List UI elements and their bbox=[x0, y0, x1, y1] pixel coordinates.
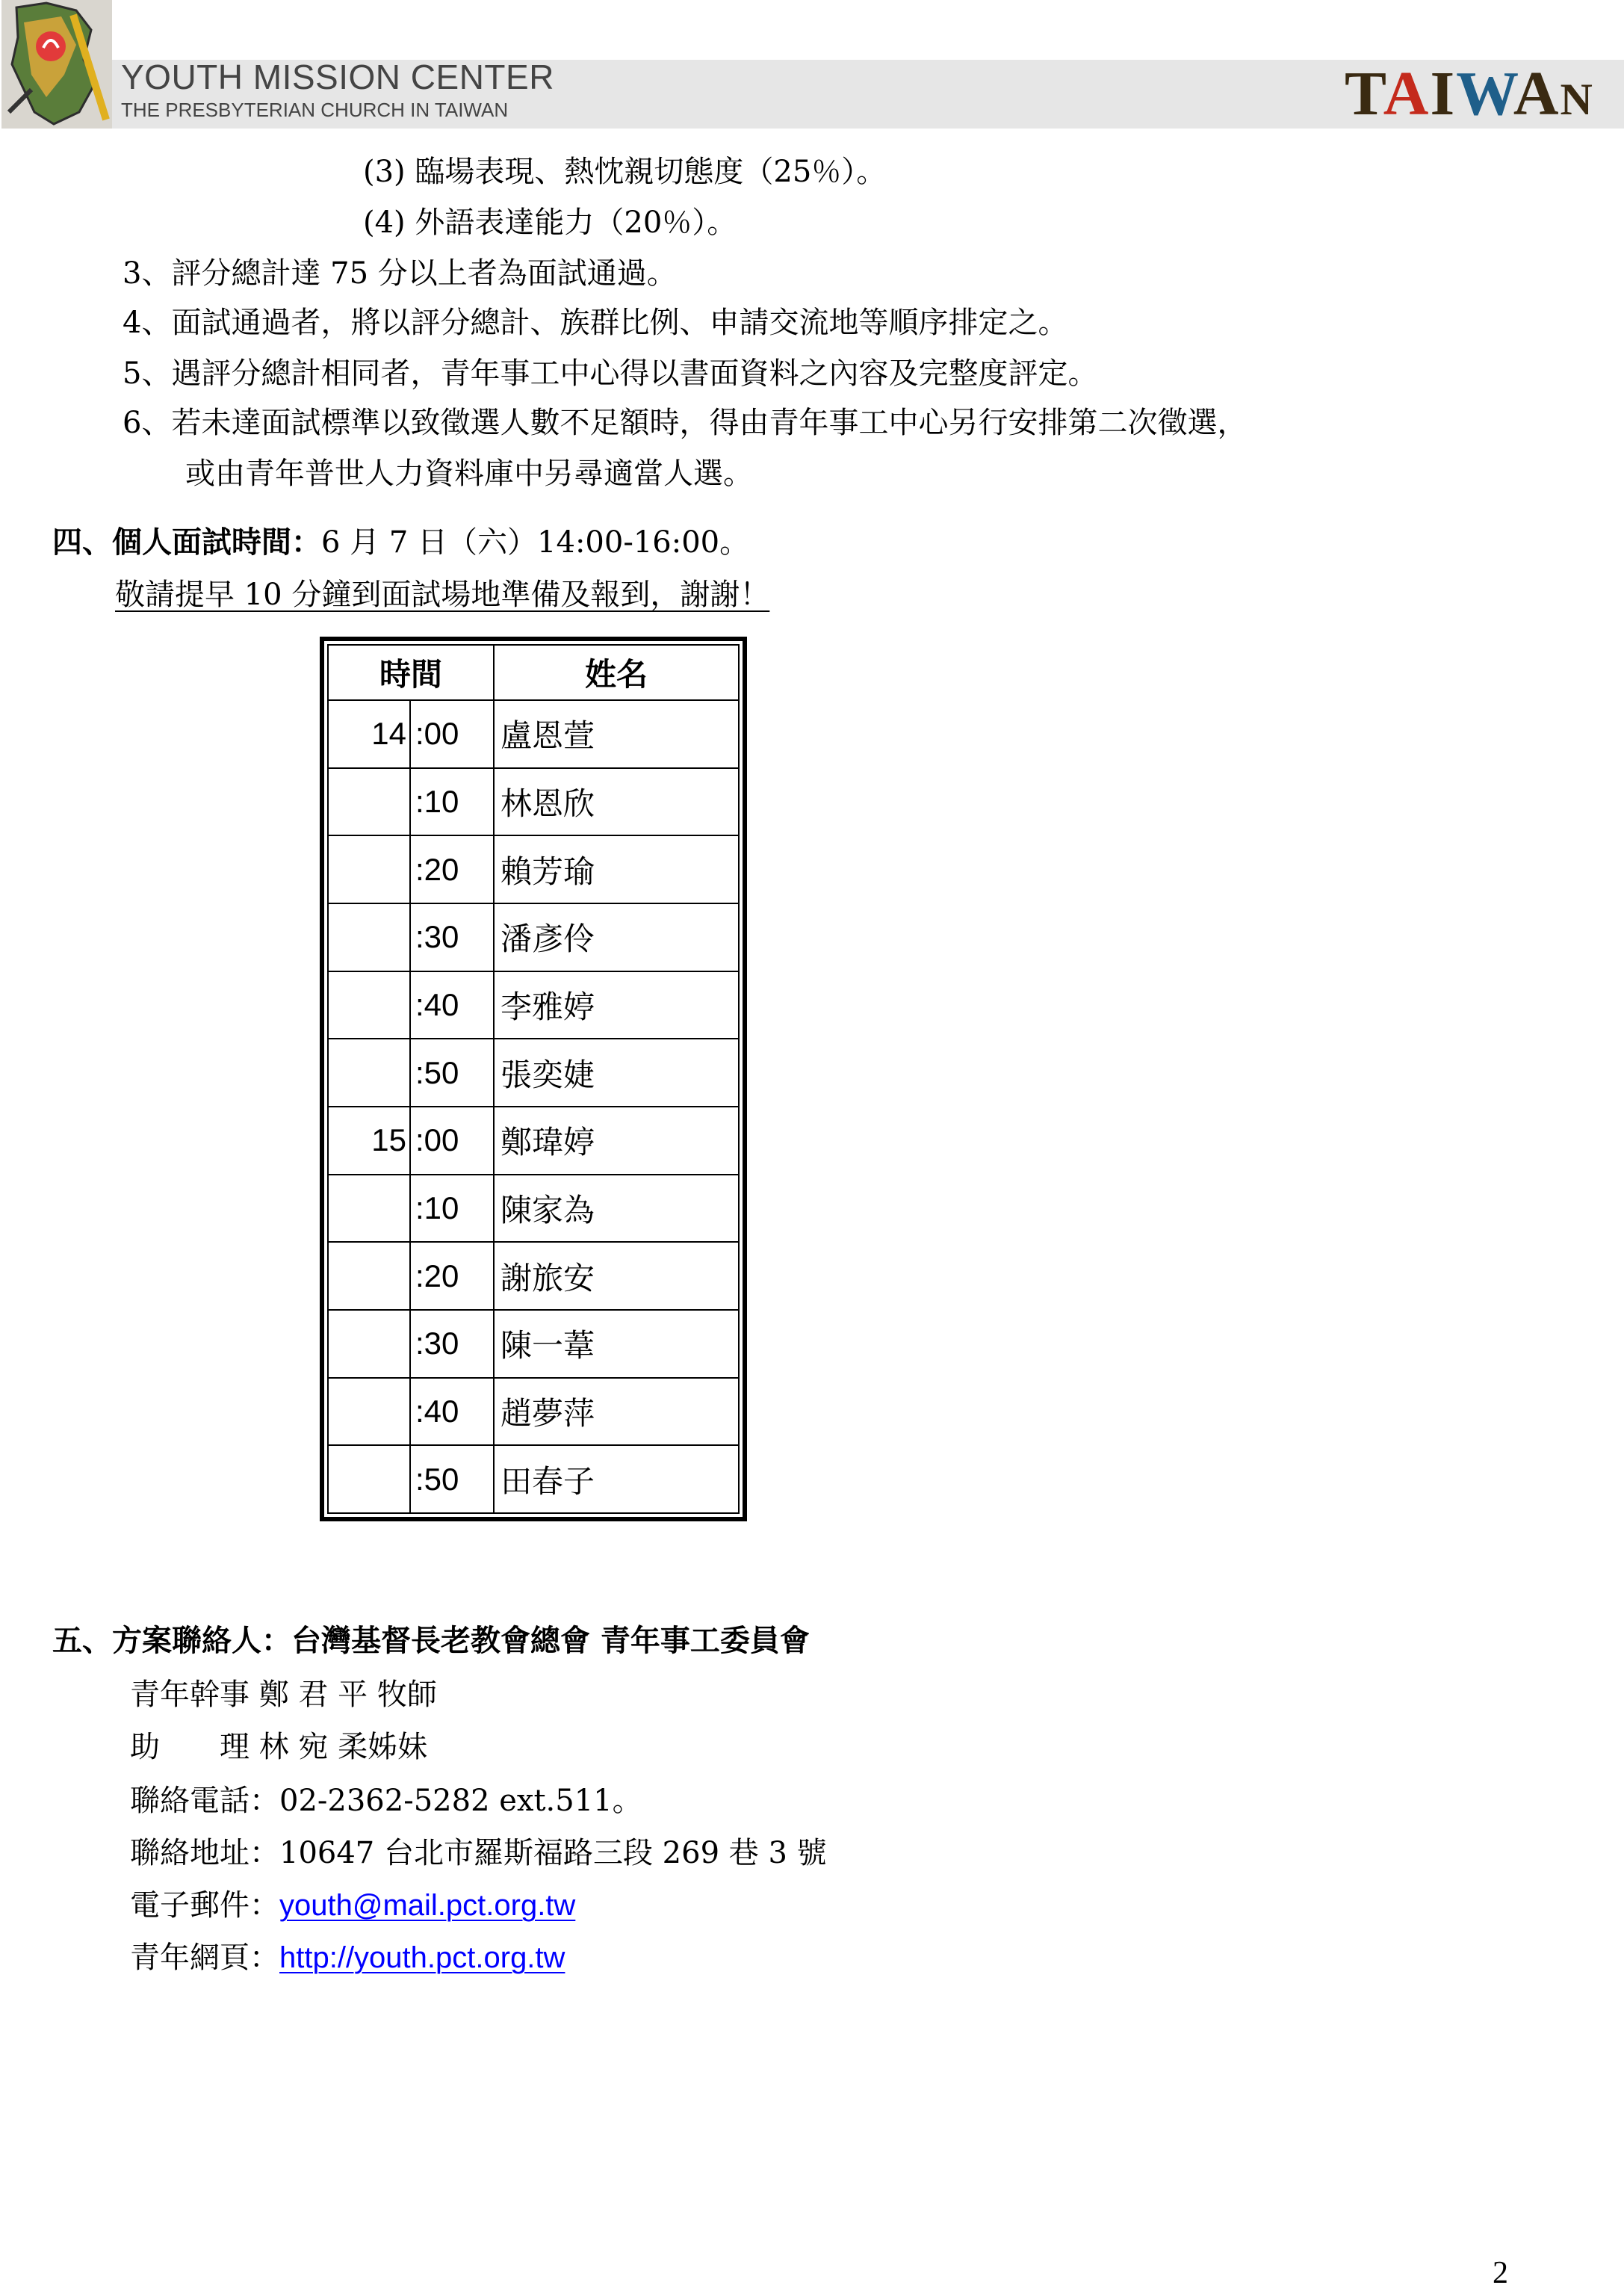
row-minute: :20 bbox=[410, 835, 494, 903]
row-name: 陳家為 bbox=[494, 1175, 739, 1243]
email-label: 電子郵件： bbox=[130, 1888, 279, 1923]
section5-heading: 五、方案聯絡人：台灣基督長老教會總會 青年事工委員會 bbox=[52, 1623, 810, 1658]
row-hour: 14 bbox=[328, 700, 410, 768]
page-number: 2 bbox=[1493, 2256, 1508, 2290]
org-subtitle: THE PRESBYTERIAN CHURCH IN TAIWAN bbox=[121, 99, 509, 121]
row-name: 盧恩萱 bbox=[494, 700, 739, 768]
section4-time: 6 月 7 日（六）14:00-16:00。 bbox=[321, 525, 750, 560]
contact-secretary: 青年幹事 鄭 君 平 牧師 bbox=[130, 1678, 437, 1712]
row-minute: :00 bbox=[410, 700, 494, 768]
row-hour bbox=[328, 1175, 410, 1243]
contact-web-line bbox=[130, 1943, 565, 1973]
table-row bbox=[328, 835, 739, 903]
rule-5: 5、遇評分總計相同者，青年事工中心得以書面資料之內容及完整度評定。 bbox=[123, 356, 1098, 391]
taiwan-church-logo-icon bbox=[1, 0, 112, 129]
table-row bbox=[328, 1445, 739, 1513]
contact-address: 聯絡地址：10647 台北市羅斯福路三段 269 巷 3 號 bbox=[130, 1836, 827, 1870]
row-name: 林恩欣 bbox=[494, 768, 739, 836]
rule-6-continued: 或由青年普世人力資料庫中另尋適當人選。 bbox=[185, 457, 753, 491]
row-minute: :40 bbox=[410, 1378, 494, 1446]
row-hour bbox=[328, 903, 410, 971]
contact-email-line bbox=[130, 1888, 576, 1923]
row-hour bbox=[328, 1310, 410, 1378]
table-row bbox=[328, 1175, 739, 1243]
row-minute: :50 bbox=[410, 1445, 494, 1513]
rule-6: 6、若未達面試標準以致徵選人數不足額時，得由青年事工中心另行安排第二次徵選， bbox=[123, 406, 1248, 440]
email-link[interactable]: youth@mail.pct.org.tw bbox=[279, 1889, 576, 1922]
table-row bbox=[328, 1107, 739, 1175]
rule-4: 4、面試通過者，將以評分總計、族群比例、申請交流地等順序排定之。 bbox=[123, 306, 1068, 340]
web-label: 青年網頁： bbox=[130, 1941, 279, 1975]
row-minute: :30 bbox=[410, 903, 494, 971]
row-minute: :50 bbox=[410, 1039, 494, 1107]
org-name: YOUTH MISSION CENTER bbox=[121, 58, 554, 96]
row-name: 鄭瑋婷 bbox=[494, 1107, 739, 1175]
criteria-item-3: (3) 臨場表現、熱忱親切態度（25％）。 bbox=[363, 155, 887, 189]
table-row bbox=[328, 1242, 739, 1310]
row-hour: 15 bbox=[328, 1107, 410, 1175]
row-hour bbox=[328, 1445, 410, 1513]
section4-line bbox=[52, 525, 750, 560]
row-hour bbox=[328, 1378, 410, 1446]
row-minute: :10 bbox=[410, 1175, 494, 1243]
table-row bbox=[328, 1378, 739, 1446]
table-row bbox=[328, 971, 739, 1039]
schedule-table bbox=[320, 637, 747, 1521]
table-row bbox=[328, 1310, 739, 1378]
row-name: 張奕婕 bbox=[494, 1039, 739, 1107]
row-name: 謝旅安 bbox=[494, 1242, 739, 1310]
header-time: 時間 bbox=[328, 645, 494, 700]
row-name: 田春子 bbox=[494, 1445, 739, 1513]
row-name: 李雅婷 bbox=[494, 971, 739, 1039]
criteria-item-4: (4) 外語表達能力（20％）。 bbox=[363, 205, 737, 240]
table-row bbox=[328, 903, 739, 971]
header-name: 姓名 bbox=[494, 645, 739, 700]
row-minute: :20 bbox=[410, 1242, 494, 1310]
row-name: 賴芳瑜 bbox=[494, 835, 739, 903]
row-hour bbox=[328, 1242, 410, 1310]
row-minute: :10 bbox=[410, 768, 494, 836]
row-hour bbox=[328, 1039, 410, 1107]
row-hour bbox=[328, 835, 410, 903]
row-hour bbox=[328, 768, 410, 836]
row-minute: :40 bbox=[410, 971, 494, 1039]
table-row bbox=[328, 1039, 739, 1107]
schedule-header-row bbox=[328, 645, 739, 700]
row-name: 陳一葦 bbox=[494, 1310, 739, 1378]
rule-3: 3、評分總計達 75 分以上者為面試通過。 bbox=[123, 256, 677, 291]
web-link[interactable]: http://youth.pct.org.tw bbox=[279, 1941, 565, 1974]
taiwan-logo: TAIWAN bbox=[1345, 59, 1594, 129]
contact-assistant: 助 理 林 宛 柔姊妹 bbox=[130, 1730, 428, 1764]
row-minute: :30 bbox=[410, 1310, 494, 1378]
section4-heading: 四、個人面試時間： bbox=[52, 525, 321, 560]
row-name: 潘彥伶 bbox=[494, 903, 739, 971]
row-minute: :00 bbox=[410, 1107, 494, 1175]
section4-note: 敬請提早 10 分鐘到面試場地準備及報到，謝謝！ bbox=[115, 578, 770, 612]
contact-phone: 聯絡電話：02-2362-5282 ext.511。 bbox=[130, 1784, 642, 1818]
table-row bbox=[328, 700, 739, 768]
row-name: 趙夢萍 bbox=[494, 1378, 739, 1446]
row-hour bbox=[328, 971, 410, 1039]
table-row bbox=[328, 768, 739, 836]
